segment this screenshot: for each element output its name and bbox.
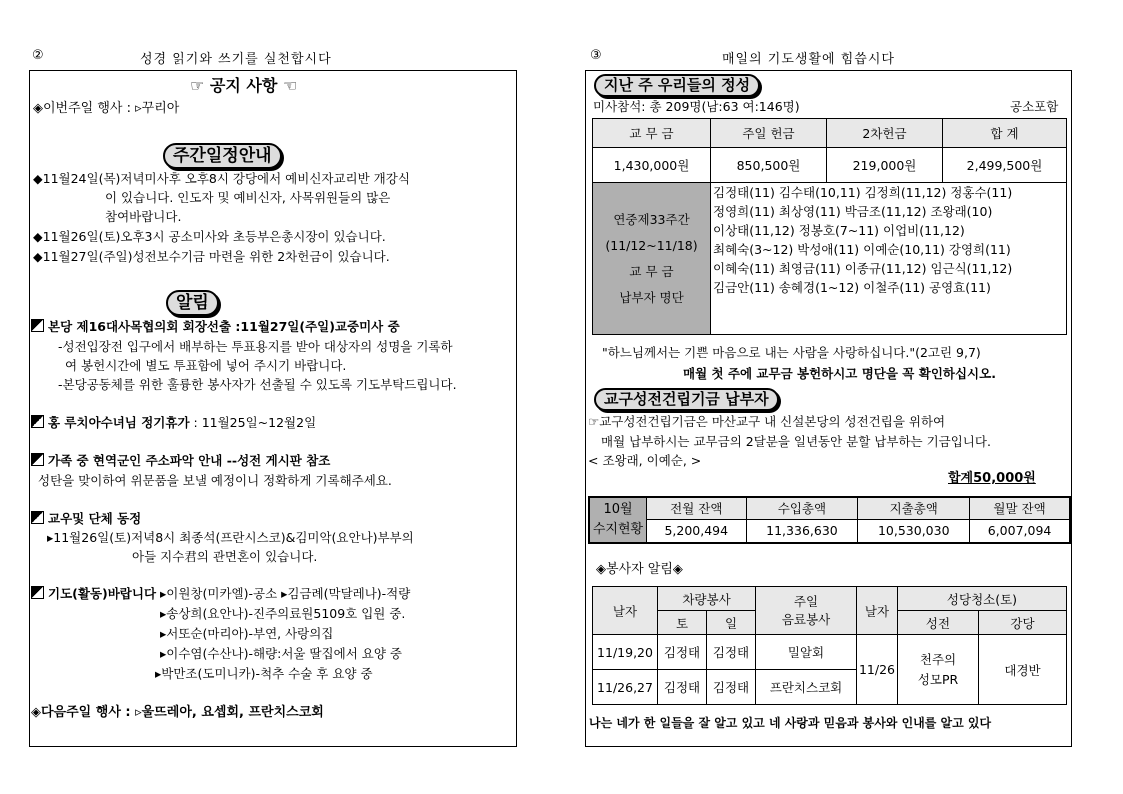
offering-value: 850,500원 bbox=[711, 148, 827, 183]
offering-title: 지난 주 우리들의 정성 bbox=[594, 74, 760, 97]
news-item-title: 교우및 단체 동정 bbox=[31, 511, 141, 526]
vol-header: 날자 bbox=[857, 587, 898, 635]
finance-table bbox=[588, 496, 1071, 544]
attendance-note: 공소포함 bbox=[1010, 99, 1059, 114]
square-bullet-icon bbox=[31, 415, 44, 428]
prayer-title: 기도(활동)바랍니다 bbox=[31, 586, 156, 601]
vol-date: 11/19,20 bbox=[593, 635, 658, 670]
finance-header: 지출총액 bbox=[858, 497, 970, 519]
vol-sat: 김정태 bbox=[658, 670, 707, 705]
prayer-line: ▸이원창(미카엘)-공소 ▸김금례(막달레나)-적량 bbox=[160, 586, 411, 601]
vol-hall: 대경반 bbox=[979, 635, 1067, 705]
payer-label: 연중제33주간 (11/12~11/18) 교 무 금 납부자 명단 bbox=[593, 183, 711, 335]
square-bullet-icon bbox=[31, 319, 44, 332]
finance-label: 10월 수지현황 bbox=[589, 497, 647, 543]
fund-line: ☞교구성전건립기금은 마산교구 내 신설본당의 성전건립을 위하여 bbox=[588, 414, 946, 429]
next-week-event: ◈다음주일 행사 : ▹울뜨레아, 요셉회, 프란치스코회 bbox=[31, 705, 324, 720]
schedule-title: 주간일정안내 bbox=[163, 143, 282, 169]
right-page-number: ③ bbox=[590, 48, 603, 63]
offering-header: 합 계 bbox=[943, 119, 1067, 148]
offering-header: 2차헌금 bbox=[827, 119, 943, 148]
prayer-line: ▸이수염(수산나)-해량:서울 딸집에서 요양 중 bbox=[160, 646, 402, 661]
notice-title: ☞ 공지 사항 ☜ bbox=[190, 76, 298, 95]
finance-value: 11,336,630 bbox=[746, 519, 858, 543]
offering-value: 1,430,000원 bbox=[593, 148, 711, 183]
news-item-title: 본당 제16대사목협의회 회장선출 :11월27일(주일)교중미사 중 bbox=[31, 319, 400, 334]
news-line: 성탄을 맞이하여 위문품을 보낼 예정이니 정확하게 기록해주세요. bbox=[38, 473, 392, 488]
vol-sun: 김정태 bbox=[707, 670, 756, 705]
offering-value: 219,000원 bbox=[827, 148, 943, 183]
vol-sat: 김정태 bbox=[658, 635, 707, 670]
news-line: ▸11월26일(토)저녁8시 최종석(프란시스코)&김미악(요안나)부부의 bbox=[47, 530, 414, 545]
fund-title: 교구성전건립기금 납부자 bbox=[594, 388, 779, 411]
vol-date2: 11/26 bbox=[857, 635, 898, 705]
vol-drink: 밀알회 bbox=[756, 635, 857, 670]
offering-header: 주일 헌금 bbox=[711, 119, 827, 148]
schedule-line: ◆11월24일(목)저녁미사후 오후8시 강당에서 예비신자교리반 개강식 bbox=[33, 171, 410, 186]
schedule-line: 참여바랍니다. bbox=[105, 209, 182, 224]
finance-header: 월말 잔액 bbox=[970, 497, 1070, 519]
payer-list: 김정태(11) 김수태(10,11) 김정희(11,12) 정홍수(11) 정영희(11) 최상영(11) 박금조(11,12) 조왕래(10) 이상태(11,12) 정봉호(7~11) 이업비(11,12) 최혜숙(3~12) 박성애(11) 이예순(10,11) 강영희(11) 이혜숙(11) 최영금(11) 이종규(11,12) 임근식(11,12) 김금안(11) 송혜경(1~12) 이철주(11) 공영효(11) bbox=[711, 183, 1067, 335]
finance-header: 수입총액 bbox=[746, 497, 858, 519]
vol-drink: 프란치스코회 bbox=[756, 670, 857, 705]
vol-header: 강당 bbox=[979, 611, 1067, 635]
vol-header: 토 bbox=[658, 611, 707, 635]
offering-value: 2,499,500원 bbox=[943, 148, 1067, 183]
vol-header: 성전 bbox=[898, 611, 979, 635]
news-item-title: 홍 루치아수녀님 정기휴가 : 11월25일~12월2일 bbox=[31, 415, 316, 430]
fund-total: 합계50,000원 bbox=[948, 471, 1036, 486]
finance-value: 6,007,094 bbox=[970, 519, 1070, 543]
prayer-line: ▸박만조(도미니카)-척추 수술 후 요양 중 bbox=[155, 666, 373, 681]
attendance: 미사참석: 총 209명(남:63 여:146명) bbox=[593, 99, 800, 114]
news-line: -본당공동체를 위한 훌륭한 봉사자가 선출될 수 있도록 기도부탁드립니다. bbox=[58, 377, 457, 392]
prayer-line: ▸송상희(요안나)-진주의료원5109호 입원 중. bbox=[160, 606, 406, 621]
schedule-line: ◆11월26일(토)오후3시 공소미사와 초등부은총시장이 있습니다. bbox=[33, 229, 386, 244]
news-line: -성전입장전 입구에서 배부하는 투표용지를 받아 대상자의 성명을 기록하 bbox=[58, 339, 453, 354]
footer-verse: 나는 네가 한 일들을 잘 알고 있고 네 사랑과 믿음과 봉사와 인내를 알고 있다 bbox=[589, 716, 992, 730]
quote: "하느님께서는 기쁜 마음으로 내는 사람을 사랑하십니다."(2고린 9,7) bbox=[602, 345, 981, 360]
news-line: 여 봉헌시간에 별도 투표함에 넣어 주시기 바랍니다. bbox=[65, 358, 347, 373]
news-item-title: 가족 중 현역군인 주소파악 안내 --성전 게시판 참조 bbox=[31, 453, 330, 468]
vol-header: 성당청소(토) bbox=[898, 587, 1067, 611]
fund-line: < 조왕래, 이예순, > bbox=[588, 453, 702, 468]
left-header: 성경 읽기와 쓰기를 실천합시다 bbox=[140, 52, 332, 67]
square-bullet-icon bbox=[31, 586, 44, 599]
vol-date: 11/26,27 bbox=[593, 670, 658, 705]
offering-header: 교 무 금 bbox=[593, 119, 711, 148]
vol-sun: 김정태 bbox=[707, 635, 756, 670]
finance-value: 5,200,494 bbox=[647, 519, 747, 543]
vol-church: 천주의 성모PR bbox=[898, 635, 979, 705]
vol-header: 차량봉사 bbox=[658, 587, 756, 611]
volunteer-title: ◈봉사자 알림◈ bbox=[596, 562, 683, 577]
schedule-line: ◆11월27일(주일)성전보수기금 마련을 위한 2차헌금이 있습니다. bbox=[33, 249, 390, 264]
right-header: 매일의 기도생활에 힘씁시다 bbox=[722, 52, 895, 67]
left-page-number: ② bbox=[32, 48, 45, 63]
finance-header: 전월 잔액 bbox=[647, 497, 747, 519]
prayer-line: ▸서또순(마리아)-부연, 사랑의집 bbox=[160, 626, 334, 641]
square-bullet-icon bbox=[31, 511, 44, 524]
finance-value: 10,530,030 bbox=[858, 519, 970, 543]
fund-line: 매월 납부하시는 교무금의 2달분을 일년동안 분할 납부하는 기금입니다. bbox=[601, 434, 991, 449]
news-title: 알림 bbox=[166, 290, 219, 316]
offering-table bbox=[592, 118, 1067, 335]
schedule-line: 이 있습니다. 인도자 및 예비신자, 사목위원들의 많은 bbox=[105, 190, 391, 205]
this-week-event: ◈이번주일 행사 : ▹꾸리아 bbox=[33, 101, 180, 116]
vol-header: 날자 bbox=[593, 587, 658, 635]
volunteer-table bbox=[592, 586, 1067, 705]
vol-header: 일 bbox=[707, 611, 756, 635]
news-line: 아들 지수君의 관면혼이 있습니다. bbox=[132, 549, 318, 564]
vol-header: 주일 음료봉사 bbox=[756, 587, 857, 635]
square-bullet-icon bbox=[31, 453, 44, 466]
quote-note: 매월 첫 주에 교무금 봉헌하시고 명단을 꼭 확인하십시오. bbox=[683, 366, 996, 381]
